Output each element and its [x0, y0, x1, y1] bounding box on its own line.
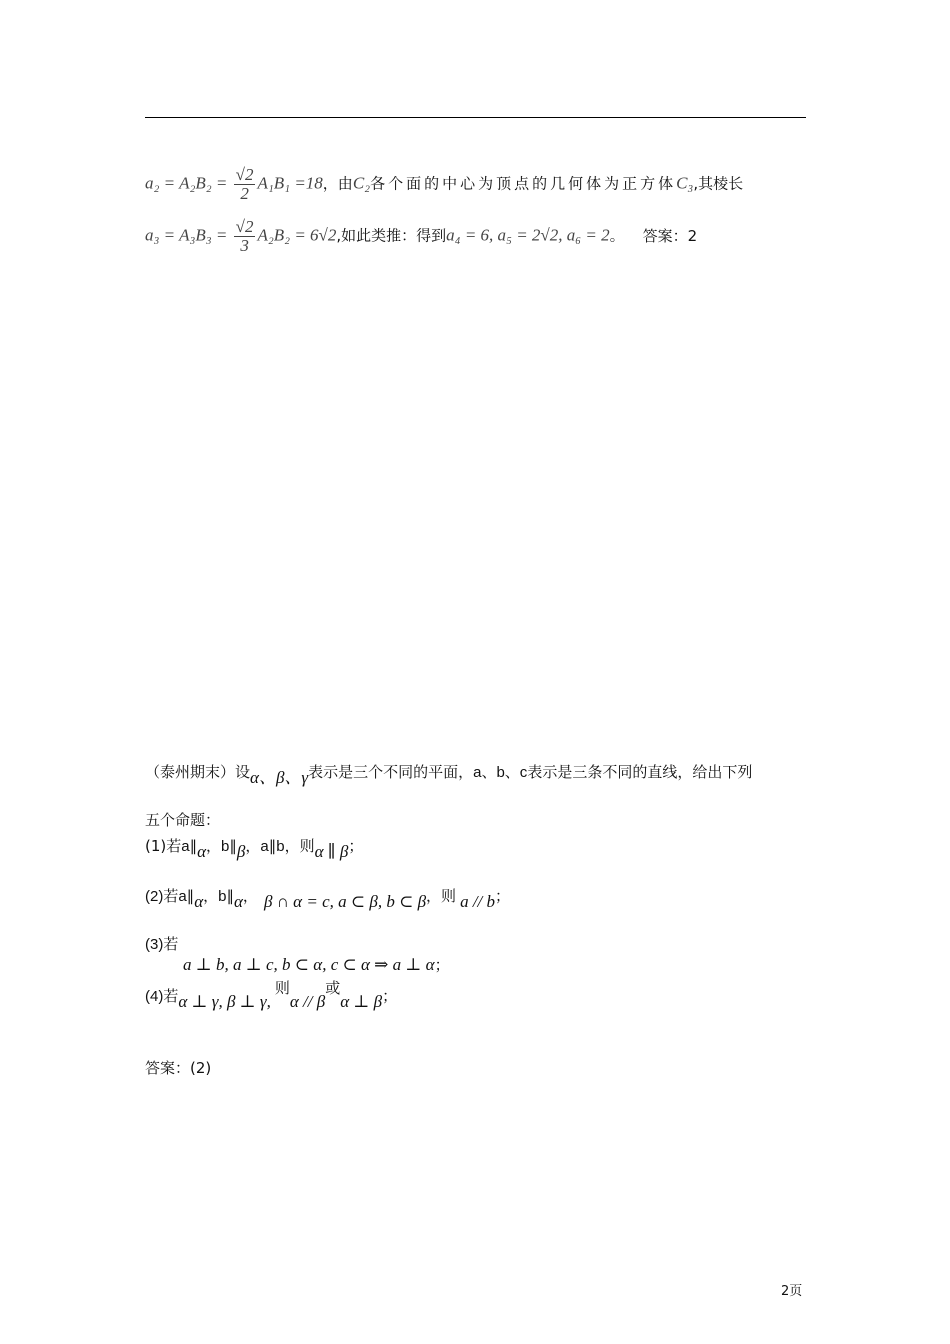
proposition-1-label: (1)若: [145, 837, 182, 855]
equation-a2b2: A₂B₂ = 6√2: [257, 225, 337, 245]
fraction-sqrt2-over-3: $\frac{√2}{3}$: [235, 217, 254, 255]
proposition-2: (2)若a∥α，b∥α， β ∩ α = c, a ⊂ β, b ⊂ β，则 a // b；: [145, 887, 511, 911]
answer-2: 答案：(2): [145, 1059, 212, 1077]
equation-a2: a₂ = A₂B₂ =: [145, 173, 232, 193]
answer-1: 答案：2: [642, 226, 698, 245]
symbol-c2: C₂: [352, 173, 371, 193]
equation-a3: a₃ = A₃B₃ =: [145, 225, 232, 245]
proposition-1: (1)若a∥α，b∥β，a∥b，则α ∥ β；: [145, 837, 364, 861]
proposition-3-condition: a ⊥ b, a ⊥ c, b ⊂ α, c ⊂ α ⇒ a ⊥ α: [183, 955, 435, 974]
proposition-1-conclusion: α ∥ β: [314, 842, 349, 861]
proposition-3: (3)若 a ⊥ b, a ⊥ c, b ⊂ α, c ⊂ α ⇒ a ⊥ α；: [145, 936, 450, 974]
solution-line-2: a₃ = A₃B₃ = $\frac{√2}{3}$ A₂B₂ = 6√2,如此类推：得到a₄ = 6, a₅ = 2√2, a₆ = 2。 答案：2: [145, 217, 698, 255]
symbol-c3: C₃: [676, 173, 694, 193]
proposition-4-label: (4)若: [145, 988, 179, 1005]
proposition-4-condition: α ⊥ γ, β ⊥ γ,: [178, 992, 271, 1011]
problem-intro-line2: 五个命题：: [145, 811, 221, 829]
proposition-2-label: (2)若: [145, 888, 179, 905]
equation-a4-a5-a6: a₄ = 6, a₅ = 2√2, a₆ = 2: [446, 225, 610, 245]
proposition-3-label: (3)若: [145, 936, 179, 953]
header-rule: [145, 117, 806, 118]
fraction-sqrt2-over-2: $\frac{√2}{2}$: [235, 165, 254, 203]
proposition-4-conclusion-1: α // β: [289, 992, 326, 1011]
page-number: 2页: [781, 1284, 803, 1299]
proposition-2-condition: β ∩ α = c, a ⊂ β, b ⊂ β: [263, 892, 427, 911]
lines-abc: a、b、c: [473, 764, 528, 781]
planes-alpha-beta-gamma: α、β、γ: [250, 768, 309, 787]
equation-a1b1: A₁B₁ =18: [257, 173, 323, 193]
proposition-4-conclusion-2: α ⊥ β: [340, 992, 383, 1011]
proposition-4: (4)若α ⊥ γ, β ⊥ γ,则α // β或α ⊥ β；: [145, 979, 398, 1011]
proposition-2-conclusion: a // b: [460, 892, 496, 911]
solution-line-1: a₂ = A₂B₂ = $\frac{√2}{2}$ A₁B₁ =18，由C₂各个面的中心为顶点的几何体为正方体C₃,其棱长: [145, 165, 744, 203]
problem-intro: （泰州期末）设α、β、γ表示是三个不同的平面，a、b、c表示是三条不同的直线，给出下列: [145, 763, 753, 787]
